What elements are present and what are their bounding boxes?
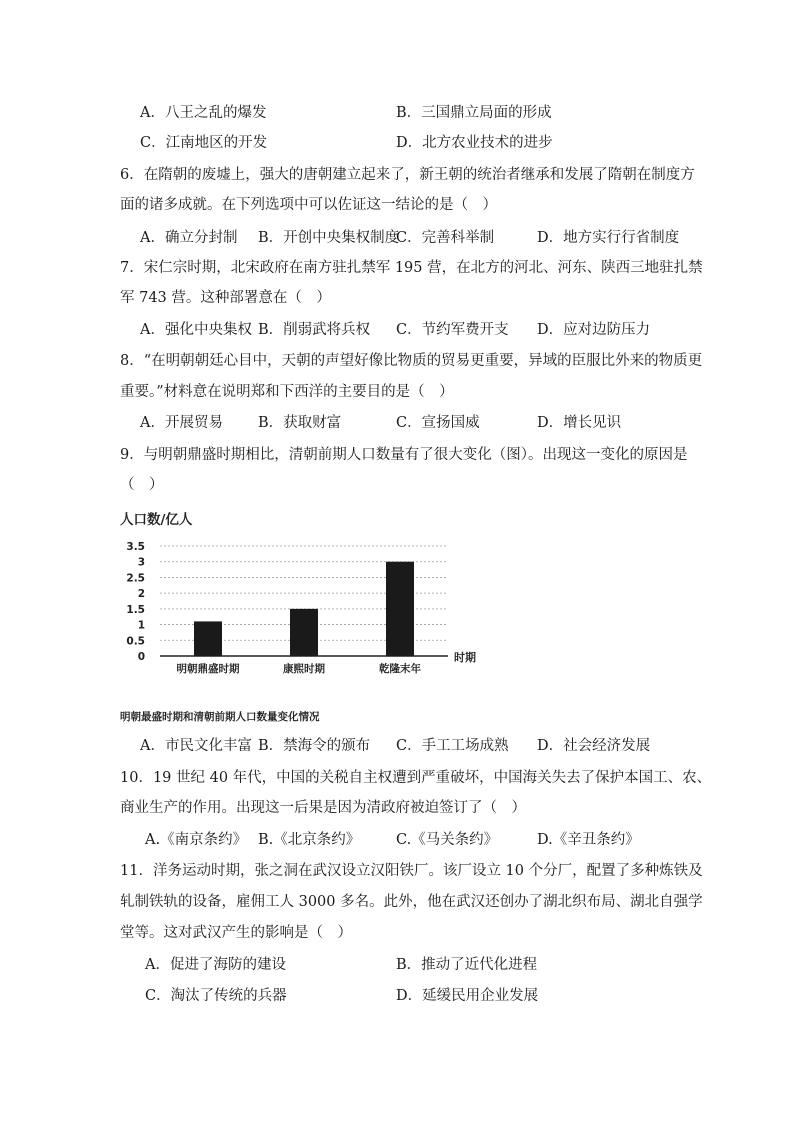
chart-y-tick-label: 0.5 — [126, 635, 145, 648]
chart-y-tick-label: 1.5 — [126, 603, 145, 616]
q11-option-d: D．延缓民用企业发展 — [396, 988, 539, 1004]
q10-option-d: D.《辛丑条约》 — [537, 832, 640, 848]
q10-stem-line-2: 商业生产的作用。出现这一后果是因为清政府被迫签订了（ ） — [120, 800, 526, 816]
q8-stem-line-2: 重要。”材料意在说明郑和下西洋的主要目的是（ ） — [120, 384, 454, 400]
q9-option-d: D．社会经济发展 — [537, 738, 651, 754]
q11-option-a: A．促进了海防的建设 — [145, 957, 286, 973]
q5-option-b: B．三国鼎立局面的形成 — [396, 105, 552, 121]
q7-option-a: A．强化中央集权 — [140, 322, 252, 338]
chart-y-tick-label: 0 — [137, 651, 145, 663]
q7-stem-line-2: 军 743 营。这种部署意在（ ） — [120, 290, 331, 306]
chart-category-label: 明朝鼎盛时期 — [176, 663, 240, 675]
q6-option-b: B．开创中央集权制度 — [258, 230, 400, 246]
chart-y-ticks — [126, 541, 145, 663]
q8-option-c: C．宣扬国威 — [396, 415, 480, 431]
q7-stem-line-1: 7．宋仁宗时期，北宋政府在南方驻扎禁军 195 营，在北方的河北、河东、陕西三地驻扎禁 — [120, 260, 703, 276]
q9-option-b: B．禁海令的颁布 — [258, 738, 371, 754]
q5-option-c: C．江南地区的开发 — [140, 135, 268, 151]
chart-bar — [290, 609, 318, 656]
chart-title: 人口数/亿人 — [120, 512, 193, 528]
chart-y-tick-label: 2.5 — [126, 572, 145, 585]
q10-stem-line-1: 10．19 世纪 40 年代，中国的关税自主权遭到严重破坏，中国海关失去了保护本国工、农、 — [120, 770, 712, 786]
q10-option-a: A.《南京条约》 — [145, 832, 248, 848]
chart-category-label: 乾隆末年 — [379, 663, 421, 675]
q9-stem-line-1: 9．与明朝鼎盛时期相比，清朝前期人口数量有了很大变化（图）。出现这一变化的原因是 — [120, 447, 688, 463]
chart-svg — [118, 508, 478, 726]
q11-stem-line-1: 11．洋务运动时期，张之洞在武汉设立汉阳铁厂。该厂设立 10 个分厂，配置了多种炼铁及 — [120, 863, 703, 879]
q6-option-d: D．地方实行行省制度 — [537, 230, 680, 246]
q11-option-b: B．推动了近代化进程 — [396, 957, 538, 973]
q8-option-b: B．获取财富 — [258, 415, 342, 431]
q7-option-d: D．应对边防压力 — [537, 322, 651, 338]
q8-option-a: A．开展贸易 — [140, 415, 223, 431]
chart-y-tick-label: 1 — [137, 619, 145, 632]
q11-option-c: C．淘汰了传统的兵器 — [145, 988, 287, 1004]
chart-y-tick-label: 3.5 — [126, 541, 145, 553]
q6-stem-line-2: 面的诸多成就。在下列选项中可以佐证这一结论的是（ ） — [120, 197, 497, 213]
q10-option-c: C.《马关条约》 — [396, 832, 499, 848]
q5-option-d: D．北方农业技术的进步 — [396, 135, 553, 151]
q8-stem-line-1: 8．“在明朝朝廷心目中，天朝的声望好像比物质的贸易更重要，异域的臣服比外来的物质更 — [120, 353, 703, 369]
chart-x-axis-label: 时期 — [454, 651, 476, 664]
chart-bar — [194, 621, 222, 656]
chart-bar — [386, 562, 414, 656]
chart-y-tick-label: 3 — [137, 556, 145, 569]
population-bar-chart — [118, 508, 478, 726]
q6-option-c: C．完善科举制 — [396, 230, 495, 246]
q9-option-c: C．手工工场成熟 — [396, 738, 509, 754]
q8-option-d: D．增长见识 — [537, 415, 622, 431]
q9-option-a: A．市民文化丰富 — [140, 738, 252, 754]
q7-option-b: B．削弱武将兵权 — [258, 322, 371, 338]
q6-stem-line-1: 6．在隋朝的废墟上，强大的唐朝建立起来了，新王朝的统治者继承和发展了隋朝在制度方 — [120, 167, 695, 183]
q7-option-c: C．节约军费开支 — [396, 322, 509, 338]
chart-y-tick-label: 2 — [137, 588, 145, 601]
chart-caption: 明朝最盛时期和清朝前期人口数量变化情况 — [120, 711, 320, 723]
chart-category-label: 康熙时期 — [283, 663, 325, 675]
q5-option-a: A．八王之乱的爆发 — [140, 105, 267, 121]
chart-category-labels — [177, 662, 422, 675]
q11-stem-line-2: 轧制铁轨的设备，雇佣工人 3000 多名。此外，他在武汉还创办了湖北织布局、湖北自强学 — [120, 894, 703, 910]
q6-option-a: A．确立分封制 — [140, 230, 238, 246]
q10-option-b: B.《北京条约》 — [258, 832, 361, 848]
q11-stem-line-3: 堂等。这对武汉产生的影响是（ ） — [120, 925, 352, 941]
q9-stem-line-2: （ ） — [120, 477, 164, 493]
